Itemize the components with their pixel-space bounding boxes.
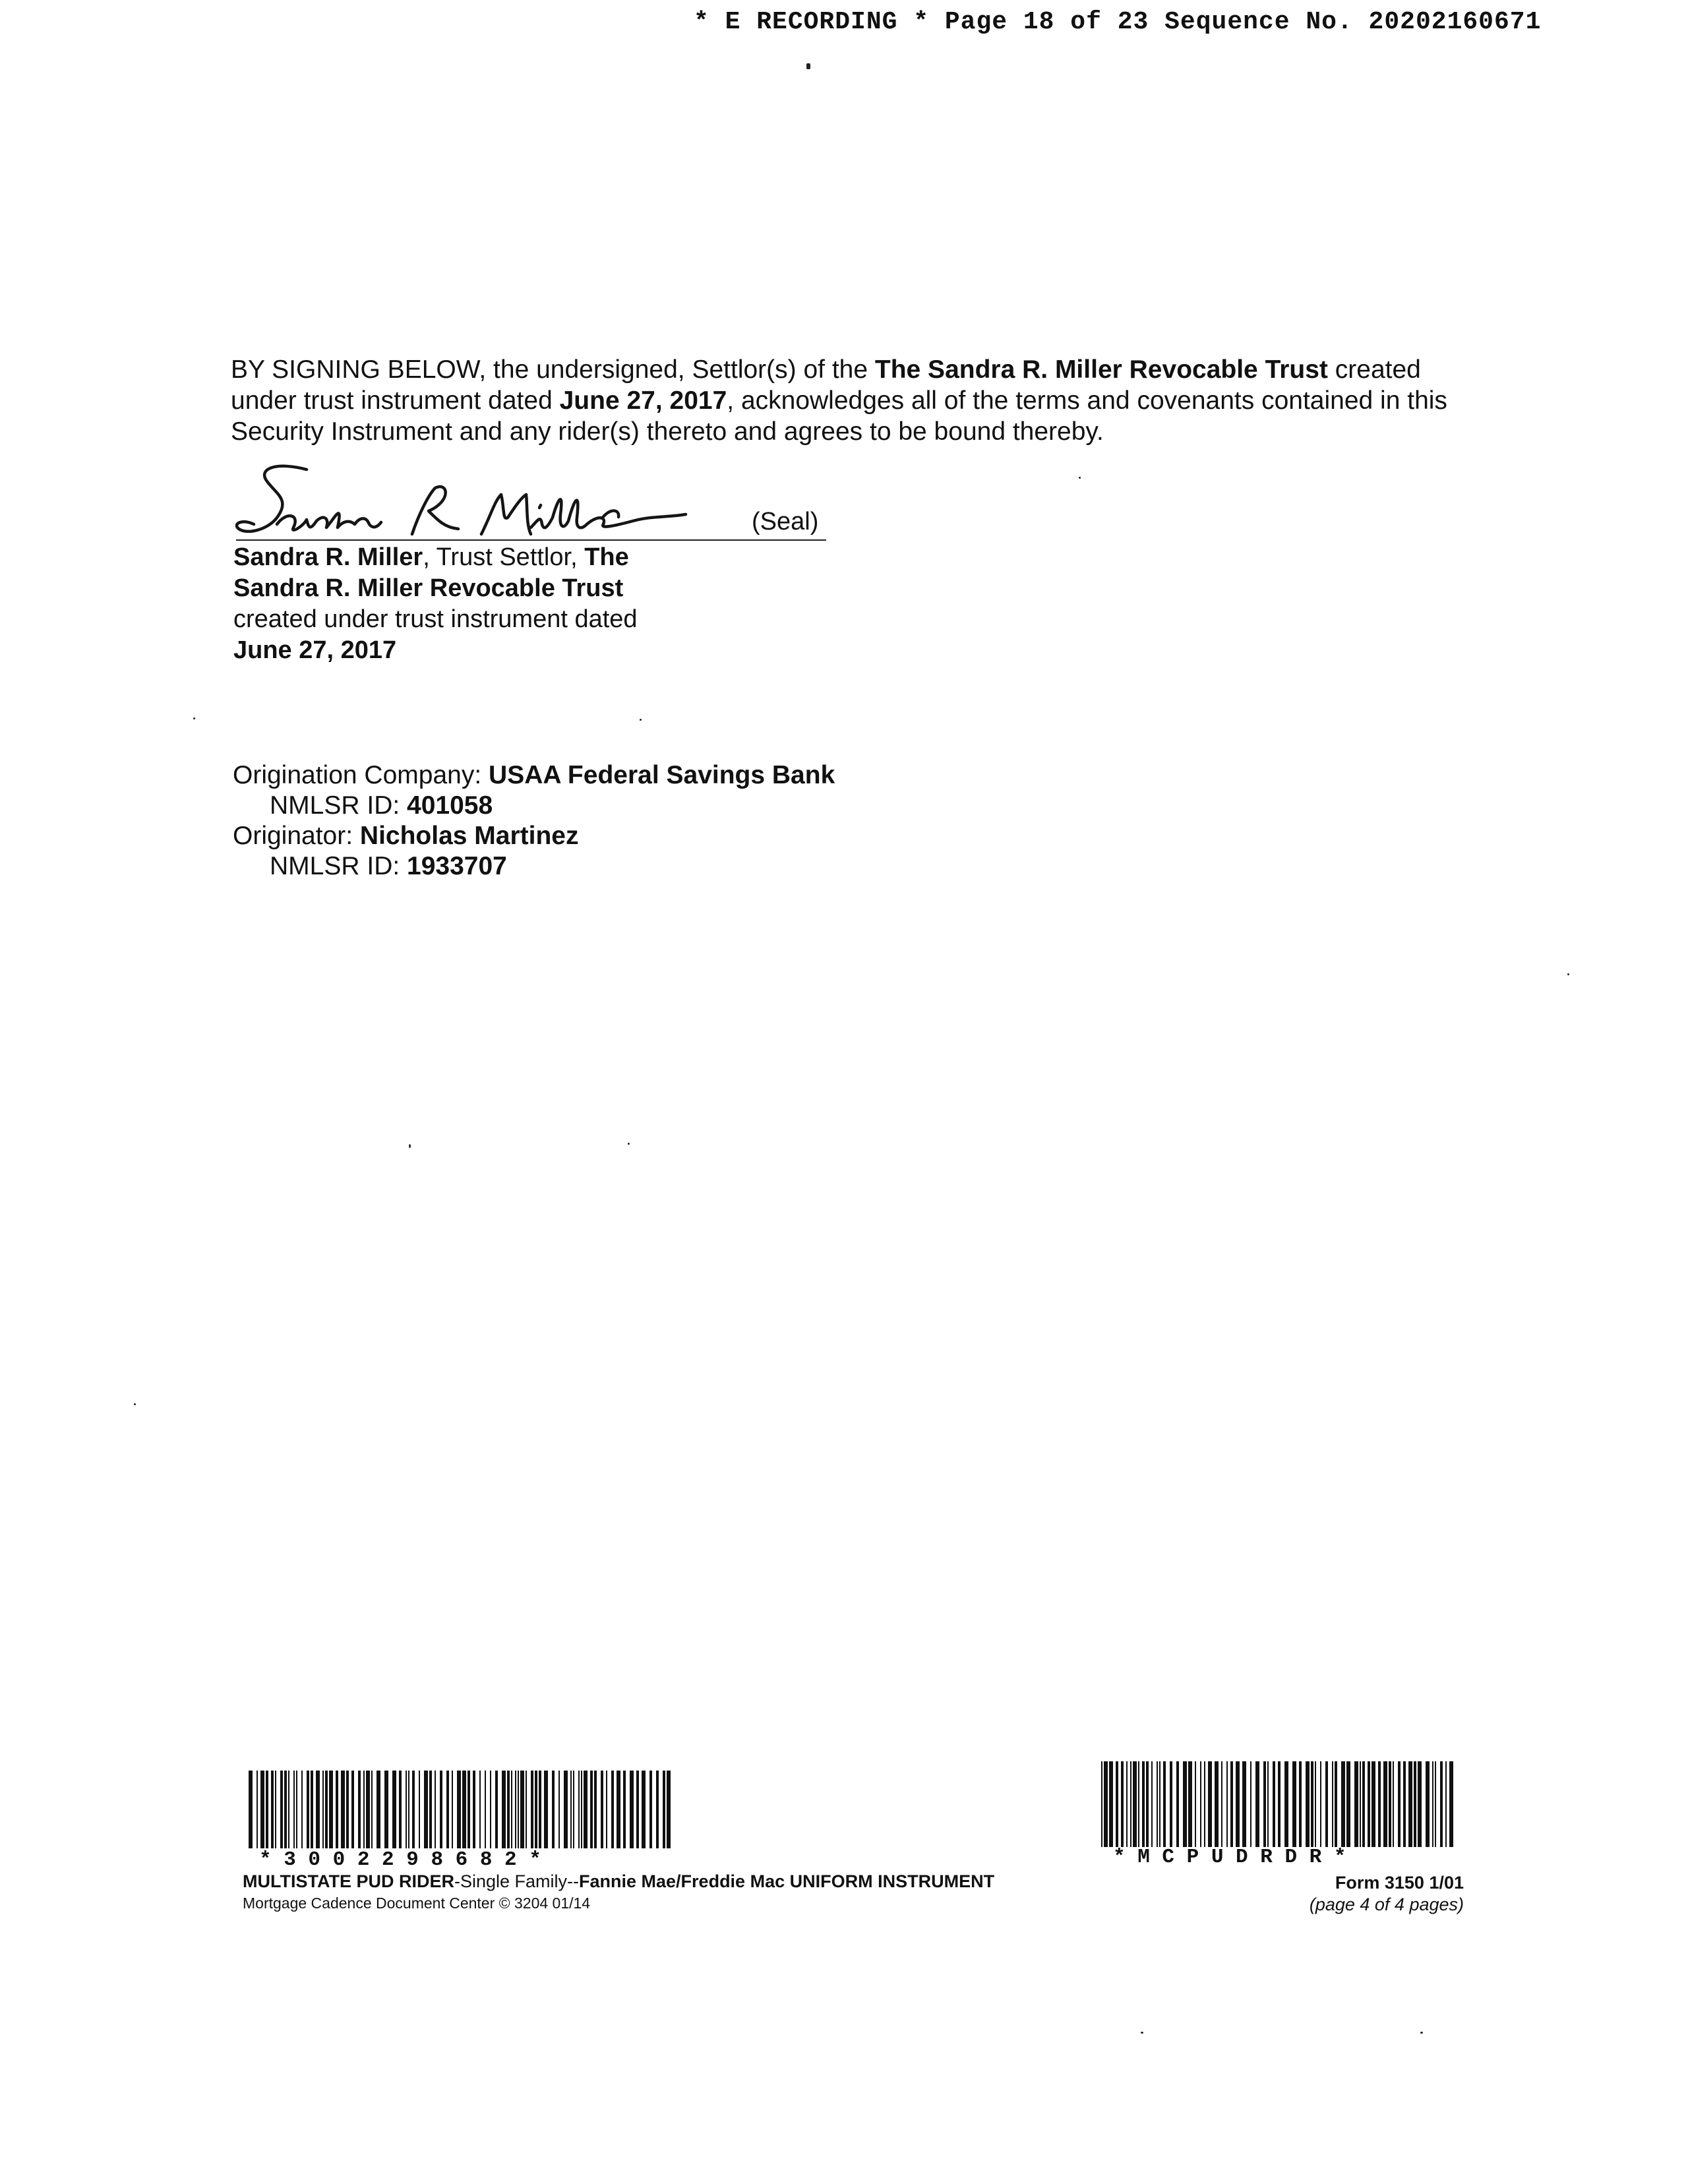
ack-text-3: , acknowledges all of the terms and covenants contained in this Security Instrument and any rider(s) thereto and agrees to be bound thereby. bbox=[231, 386, 1447, 446]
barcode-bar bbox=[1383, 1761, 1387, 1847]
scan-speck bbox=[1079, 477, 1081, 479]
barcode-bar bbox=[351, 1771, 354, 1848]
barcode-bar bbox=[1163, 1761, 1166, 1847]
originator-nmlsr-id: 1933707 bbox=[407, 852, 507, 880]
barcode-bar bbox=[1204, 1761, 1205, 1847]
barcode-bar bbox=[1116, 1761, 1118, 1847]
barcode-bar bbox=[307, 1771, 309, 1848]
barcode-bar bbox=[617, 1771, 620, 1848]
signer-details bbox=[233, 542, 638, 666]
barcode-bar bbox=[358, 1771, 361, 1848]
barcode-bar bbox=[1418, 1761, 1422, 1847]
barcode-bar bbox=[1306, 1761, 1310, 1847]
barcode-bar bbox=[440, 1771, 442, 1848]
barcode-bar bbox=[284, 1771, 287, 1848]
barcode-bar bbox=[293, 1771, 295, 1848]
settlor-acknowledgment bbox=[231, 354, 1484, 447]
barcode-bar bbox=[406, 1771, 407, 1848]
barcode-bar bbox=[1183, 1761, 1187, 1847]
barcode-bar bbox=[663, 1771, 665, 1848]
barcode-bar bbox=[573, 1771, 574, 1848]
barcode-bar bbox=[1273, 1761, 1275, 1847]
scan-speck bbox=[628, 1143, 630, 1145]
signer-trust-name: Sandra R. Miller Revocable Trust bbox=[233, 574, 624, 602]
page-info: (page 4 of 4 pages) bbox=[1309, 1895, 1464, 1914]
barcode-bar bbox=[490, 1771, 491, 1848]
scan-speck bbox=[1141, 2032, 1143, 2034]
barcode-bar bbox=[467, 1771, 470, 1848]
barcode-bar bbox=[341, 1771, 345, 1848]
originator-label: Originator: bbox=[233, 822, 360, 850]
company-nmlsr-label: NMLSR ID: bbox=[270, 791, 407, 820]
barcode-bar bbox=[256, 1771, 258, 1848]
barcode-bar bbox=[1332, 1761, 1333, 1847]
barcode-bar bbox=[473, 1771, 475, 1848]
barcode-bar bbox=[1226, 1761, 1228, 1847]
barcode-bar bbox=[271, 1771, 274, 1848]
barcode-bar bbox=[1389, 1761, 1391, 1847]
barcode-bar bbox=[1146, 1761, 1149, 1847]
ack-date: June 27, 2017 bbox=[559, 386, 727, 415]
barcode-bar bbox=[249, 1771, 253, 1848]
barcode-bar bbox=[1362, 1761, 1365, 1847]
barcode-bar bbox=[544, 1771, 548, 1848]
barcode-bar bbox=[649, 1771, 652, 1848]
barcode-bar bbox=[1200, 1761, 1201, 1847]
barcode-bar bbox=[584, 1771, 588, 1848]
barcode-bar bbox=[1151, 1761, 1153, 1847]
barcode-bar bbox=[280, 1771, 283, 1848]
signer-role: , Trust Settlor, bbox=[423, 543, 585, 571]
barcode-bar bbox=[462, 1771, 466, 1848]
barcode-bar bbox=[384, 1771, 388, 1848]
barcode-bar bbox=[1341, 1761, 1345, 1847]
barcode-bar bbox=[1311, 1761, 1313, 1847]
footer-form-info bbox=[243, 1871, 994, 1912]
barcode-bar bbox=[371, 1771, 373, 1848]
seal-label: (Seal) bbox=[752, 508, 819, 535]
barcode-bar bbox=[667, 1771, 671, 1848]
barcode-bar bbox=[322, 1771, 324, 1848]
barcode-bar bbox=[1195, 1761, 1196, 1847]
barcode-bar bbox=[1121, 1761, 1124, 1847]
barcode-bar bbox=[329, 1771, 333, 1848]
barcode-bar bbox=[578, 1771, 580, 1848]
barcode-bar bbox=[502, 1771, 506, 1848]
barcode-bar bbox=[311, 1771, 313, 1848]
barcode-bar bbox=[495, 1771, 498, 1848]
barcode-bar bbox=[316, 1771, 320, 1848]
barcode-bar bbox=[1432, 1761, 1433, 1847]
barcode-bar bbox=[1104, 1761, 1108, 1847]
barcode-bar bbox=[346, 1771, 349, 1848]
barcode-bar bbox=[325, 1771, 328, 1848]
barcode-bar bbox=[564, 1771, 568, 1848]
barcode-bar bbox=[606, 1771, 607, 1848]
signer-name: Sandra R. Miller bbox=[233, 543, 423, 571]
barcode-bar bbox=[1255, 1761, 1259, 1847]
barcode-bar bbox=[479, 1771, 481, 1848]
barcode-bar bbox=[366, 1771, 370, 1848]
barcode-bar bbox=[570, 1771, 572, 1848]
company-nmlsr-id: 401058 bbox=[407, 791, 493, 820]
barcode-bar bbox=[1188, 1761, 1192, 1847]
barcode-text-right: * M C P U D R D R * bbox=[1113, 1846, 1346, 1869]
barcode-bar bbox=[1215, 1761, 1219, 1847]
barcode-bar bbox=[552, 1771, 555, 1848]
barcode-bar bbox=[1170, 1761, 1172, 1847]
barcode-bar bbox=[1440, 1761, 1443, 1847]
barcode-bar bbox=[558, 1771, 560, 1848]
barcode-bar bbox=[1159, 1761, 1160, 1847]
barcode-bar bbox=[507, 1771, 510, 1848]
barcode-bars-left bbox=[247, 1771, 676, 1850]
barcode-bar bbox=[1267, 1761, 1269, 1847]
ack-trust-name: The Sandra R. Miller Revocable Trust bbox=[874, 355, 1328, 384]
barcode-bar bbox=[531, 1771, 533, 1848]
ack-text-1: BY SIGNING BELOW, the undersigned, Settlor(s) of the bbox=[231, 355, 875, 384]
recording-header: * E RECORDING * Page 18 of 23 Sequence No. 20202160671 bbox=[694, 8, 1542, 36]
barcode-bar bbox=[1335, 1761, 1337, 1847]
barcode-bar bbox=[1354, 1761, 1358, 1847]
barcode-bar bbox=[457, 1771, 461, 1848]
barcode-bar bbox=[424, 1771, 428, 1848]
barcode-bar bbox=[1263, 1761, 1266, 1847]
barcode-bar bbox=[399, 1771, 402, 1848]
barcode-bar bbox=[1320, 1761, 1321, 1847]
barcode-bar bbox=[429, 1771, 432, 1848]
barcode-bar bbox=[377, 1771, 380, 1848]
signer-the: The bbox=[584, 543, 629, 571]
barcode-bar bbox=[1221, 1761, 1222, 1847]
barcode-bar bbox=[1325, 1761, 1328, 1847]
form-barcode bbox=[1100, 1761, 1459, 1869]
barcode-bar bbox=[1408, 1761, 1412, 1847]
signer-instrument-text: created under trust instrument dated bbox=[233, 605, 638, 633]
barcode-bar bbox=[594, 1771, 597, 1848]
barcode-bar bbox=[412, 1771, 415, 1848]
barcode-bar bbox=[1403, 1761, 1406, 1847]
company-name: USAA Federal Savings Bank bbox=[489, 761, 835, 789]
barcode-bar bbox=[1378, 1761, 1381, 1847]
barcode-bar bbox=[1278, 1761, 1281, 1847]
barcode-bar bbox=[1101, 1761, 1102, 1847]
document-barcode bbox=[247, 1771, 676, 1871]
barcode-bar bbox=[630, 1771, 634, 1848]
barcode-bar bbox=[1393, 1761, 1394, 1847]
form-source: Mortgage Cadence Document Center © 3204 01/14 bbox=[243, 1895, 591, 1912]
ack-text-2: created under trust instrument dated bbox=[231, 355, 1421, 415]
company-label: Origination Company: bbox=[233, 761, 489, 789]
barcode-bar bbox=[1250, 1761, 1251, 1847]
barcode-bar bbox=[408, 1771, 409, 1848]
scan-speck bbox=[409, 1144, 411, 1148]
barcode-bar bbox=[1208, 1761, 1212, 1847]
barcode-bar bbox=[1130, 1761, 1131, 1847]
barcode-bar bbox=[520, 1771, 524, 1848]
barcode-bar bbox=[511, 1771, 512, 1848]
barcode-bar bbox=[301, 1771, 303, 1848]
barcode-bar bbox=[1133, 1761, 1137, 1847]
barcode-bars-right bbox=[1100, 1761, 1459, 1850]
scan-speck bbox=[640, 719, 642, 721]
barcode-bar bbox=[392, 1771, 396, 1848]
barcode-bar bbox=[260, 1771, 264, 1848]
barcode-bar bbox=[1126, 1761, 1128, 1847]
barcode-bar bbox=[1109, 1761, 1113, 1847]
barcode-bar bbox=[266, 1771, 268, 1848]
form-title: MULTISTATE PUD RIDER-Single Family--Fannie Mae/Freddie Mac UNIFORM INSTRUMENT bbox=[243, 1871, 995, 1891]
barcode-bar bbox=[1414, 1761, 1416, 1847]
barcode-bar bbox=[363, 1771, 365, 1848]
barcode-bar bbox=[1372, 1761, 1375, 1847]
barcode-bar bbox=[1426, 1761, 1430, 1847]
signature-block bbox=[231, 462, 890, 673]
barcode-bar bbox=[656, 1771, 659, 1848]
barcode-text-left: * 3 0 0 2 2 9 8 6 8 2 * bbox=[259, 1848, 541, 1871]
scan-speck bbox=[193, 717, 195, 719]
barcode-bar bbox=[1360, 1761, 1361, 1847]
scan-speck bbox=[1567, 973, 1569, 975]
signature-line bbox=[236, 539, 826, 541]
barcode-bar bbox=[1230, 1761, 1233, 1847]
barcode-bar bbox=[275, 1771, 276, 1848]
barcode-bar bbox=[515, 1771, 516, 1848]
barcode-bar bbox=[601, 1771, 603, 1848]
barcode-bar bbox=[1142, 1761, 1145, 1847]
barcode-bar bbox=[1346, 1761, 1350, 1847]
barcode-bar bbox=[435, 1771, 436, 1848]
barcode-bar bbox=[518, 1771, 519, 1848]
barcode-bar bbox=[1138, 1761, 1139, 1847]
scan-speck bbox=[134, 1403, 136, 1405]
barcode-bar bbox=[642, 1771, 646, 1848]
barcode-bar bbox=[336, 1771, 338, 1848]
barcode-bar bbox=[636, 1771, 639, 1848]
barcode-bar bbox=[288, 1771, 289, 1848]
barcode-bar bbox=[1449, 1761, 1453, 1847]
barcode-bar bbox=[1368, 1761, 1370, 1847]
barcode-bar bbox=[590, 1771, 593, 1848]
barcode-bar bbox=[1315, 1761, 1316, 1847]
barcode-bar bbox=[1284, 1761, 1288, 1847]
barcode-bar bbox=[485, 1771, 486, 1848]
barcode-bar bbox=[1292, 1761, 1296, 1847]
barcode-bar bbox=[535, 1771, 537, 1848]
barcode-bar bbox=[446, 1771, 449, 1848]
scan-speck bbox=[806, 63, 810, 69]
signer-date: June 27, 2017 bbox=[233, 636, 397, 664]
barcode-bar bbox=[296, 1771, 297, 1848]
originator-nmlsr-label: NMLSR ID: bbox=[270, 852, 407, 880]
barcode-bar bbox=[1299, 1761, 1302, 1847]
barcode-bar bbox=[526, 1771, 527, 1848]
footer-form-number bbox=[1292, 1873, 1464, 1915]
origination-info bbox=[233, 760, 835, 882]
barcode-bar bbox=[1435, 1761, 1436, 1847]
barcode-bar bbox=[623, 1771, 626, 1848]
barcode-bar bbox=[452, 1771, 453, 1848]
barcode-bar bbox=[581, 1771, 582, 1848]
originator-name: Nicholas Martinez bbox=[359, 822, 579, 850]
barcode-bar bbox=[1398, 1761, 1401, 1847]
form-number: Form 3150 1/01 bbox=[1335, 1873, 1464, 1893]
barcode-bar bbox=[1445, 1761, 1447, 1847]
barcode-bar bbox=[611, 1771, 614, 1848]
scan-speck bbox=[1420, 2032, 1423, 2034]
barcode-bar bbox=[539, 1771, 541, 1848]
barcode-bar bbox=[1242, 1761, 1246, 1847]
barcode-bar bbox=[419, 1771, 420, 1848]
barcode-bar bbox=[1176, 1761, 1179, 1847]
barcode-bar bbox=[1157, 1761, 1158, 1847]
barcode-bar bbox=[1236, 1761, 1240, 1847]
